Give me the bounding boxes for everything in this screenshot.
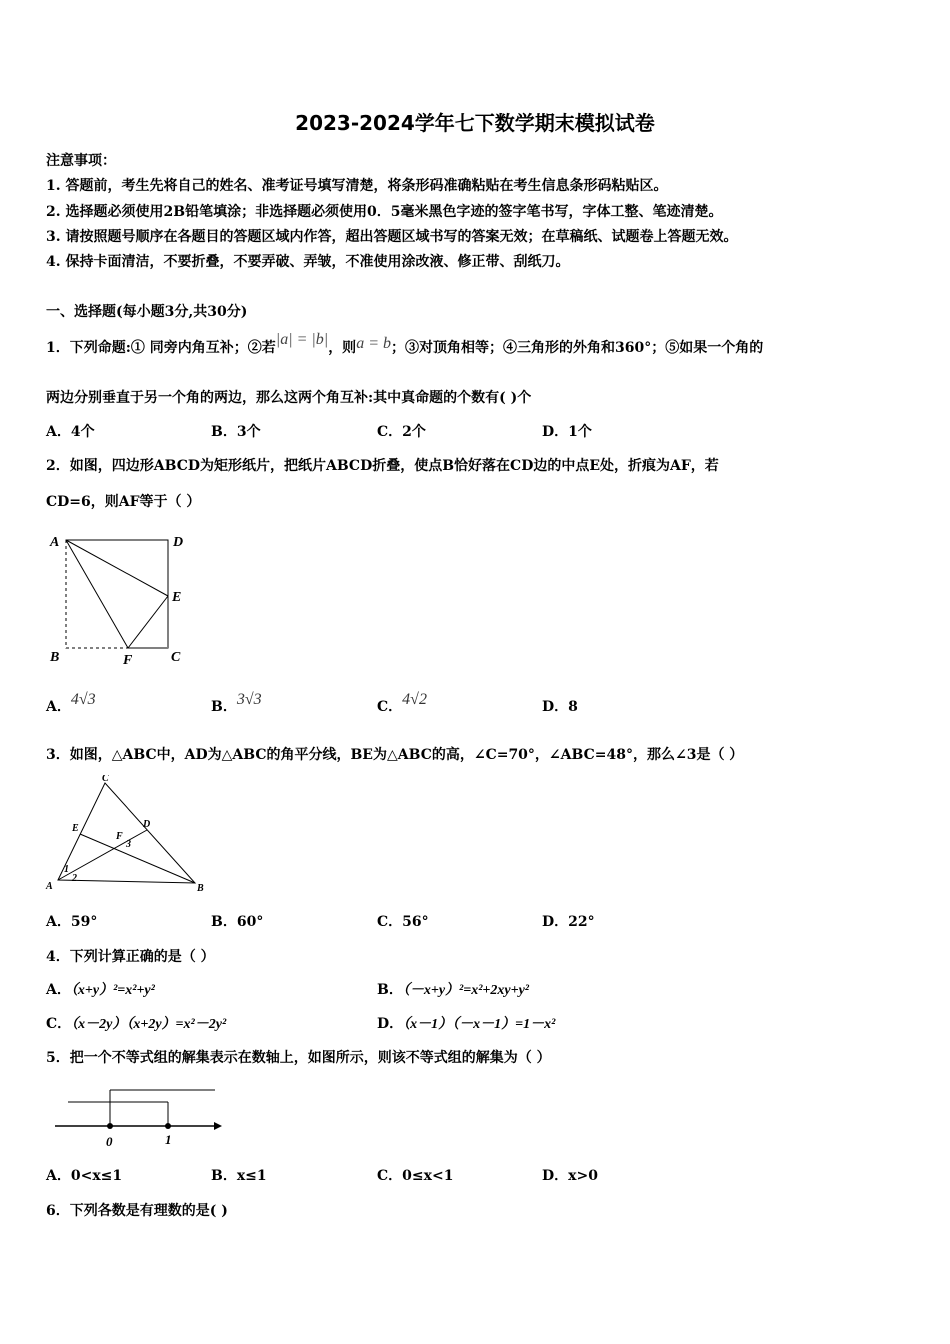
- q5-number-line: [50, 1082, 230, 1152]
- q2-rectangle-figure: [40, 528, 200, 673]
- q5-option-d[interactable]: D．x>0: [542, 1168, 598, 1184]
- option-expr: （x－2y）（x+2y）=x²－2y²: [71, 1017, 227, 1032]
- q3-option-b[interactable]: B．60°: [211, 914, 264, 930]
- note-item: 1. 答题前，考生先将自己的姓名、准考证号填写清楚，将条形码准确粘贴在考生信息条形码粘贴区。: [46, 178, 668, 194]
- notes-heading: 注意事项：: [46, 153, 116, 169]
- question-1: [46, 331, 764, 358]
- label-a: A: [46, 881, 53, 892]
- q2-option-b[interactable]: [211, 691, 262, 717]
- label-d: D: [173, 535, 184, 550]
- q4-option-b[interactable]: [377, 980, 529, 1001]
- q5-option-c[interactable]: C．0≤x<1: [377, 1168, 454, 1184]
- q1-option-a[interactable]: A．4个: [46, 424, 95, 440]
- q1-text: ，则: [328, 340, 357, 356]
- q3-option-a[interactable]: A．59°: [46, 914, 98, 930]
- label-e: E: [172, 590, 182, 605]
- section-heading: 一、选择题(每小题3分,共30分): [46, 304, 248, 320]
- q5-line1: 5．把一个不等式组的解集表示在数轴上，如图所示，则该不等式组的解集为（ ）: [46, 1050, 551, 1066]
- option-value: 8: [568, 699, 578, 715]
- label-c: C: [102, 775, 109, 784]
- point-1: [165, 1123, 171, 1129]
- q1-math-abs: |a| = |b|: [275, 331, 329, 348]
- q6-line1: 6．下列各数是有理数的是( ): [46, 1203, 228, 1219]
- option-letter: D．: [377, 1016, 404, 1032]
- q1-math-eq: a = b: [356, 335, 391, 352]
- tick-label-0: 0: [106, 1134, 113, 1149]
- angle-3: 3: [126, 839, 131, 850]
- q4-option-c[interactable]: [46, 1014, 226, 1035]
- page-title: 2023-2024学年七下数学期末模拟试卷: [295, 111, 655, 135]
- option-letter: B．: [211, 699, 237, 715]
- fold-line-af: [66, 540, 128, 648]
- label-b: B: [50, 650, 60, 665]
- label-e: E: [72, 823, 79, 834]
- q1-text: ；③对顶角相等；④三角形的外角和360°；⑤如果一个角的: [390, 340, 764, 356]
- label-f: F: [116, 831, 123, 842]
- q2-option-a[interactable]: [46, 691, 96, 717]
- q2-line1: 2．如图，四边形ABCD为矩形纸片，把纸片ABCD折叠，使点B恰好落在CD边的中点E处，折痕为AF，若: [46, 458, 719, 474]
- label-b: B: [197, 883, 204, 894]
- q3-line1: 3．如图，△ABC中，AD为△ABC的角平分线，BE为△ABC的高，∠C=70°，∠ABC=48°，那么∠3是（ ）: [46, 747, 744, 763]
- note-item: 2. 选择题必须使用2B铅笔填涂；非选择题必须使用0．5毫米黑色字迹的签字笔书写，字体工整、笔迹清楚。: [46, 204, 723, 220]
- option-letter: A．: [46, 982, 71, 998]
- option-letter: A．: [46, 699, 71, 715]
- q2-option-c[interactable]: [377, 691, 427, 717]
- angle-2: 2: [72, 873, 77, 884]
- q1-line2: 两边分别垂直于另一个角的两边，那么这两个角互补:其中真命题的个数有( )个: [46, 390, 532, 406]
- q2-line2: CD=6，则AF等于（ ）: [46, 494, 201, 510]
- q3-option-c[interactable]: C．56°: [377, 914, 429, 930]
- q4-option-a[interactable]: [46, 980, 155, 1001]
- option-value: 4√3: [70, 691, 96, 708]
- angle-1: 1: [64, 864, 69, 875]
- arrow-icon: [214, 1122, 222, 1130]
- q1-text: 1．下列命题:① 同旁内角互补；②若: [46, 340, 276, 356]
- option-value: 4√2: [402, 691, 427, 708]
- point-0: [107, 1123, 113, 1129]
- q4-option-d[interactable]: [377, 1014, 555, 1035]
- note-item: 4. 保持卡面清洁，不要折叠，不要弄破、弄皱，不准使用涂改液、修正带、刮纸刀。: [46, 254, 570, 270]
- label-a: A: [50, 535, 60, 550]
- option-expr: （－x+y）²=x²+2xy+y²: [402, 983, 529, 998]
- q5-option-b[interactable]: B．x≤1: [211, 1168, 267, 1184]
- option-expr: （x－1）（－x－1）=1－x²: [403, 1017, 556, 1032]
- q2-option-d[interactable]: [542, 697, 578, 717]
- label-c: C: [171, 650, 181, 665]
- option-letter: C．: [46, 1016, 72, 1032]
- option-letter: C．: [377, 699, 403, 715]
- q3-triangle-figure: [40, 775, 215, 895]
- option-letter: B．: [377, 982, 403, 998]
- q1-option-c[interactable]: C．2个: [377, 424, 426, 440]
- q3-option-d[interactable]: D．22°: [542, 914, 595, 930]
- q5-option-a[interactable]: A．0<x≤1: [46, 1168, 123, 1184]
- q1-option-d[interactable]: D．1个: [542, 424, 592, 440]
- label-d: D: [143, 819, 151, 830]
- q1-option-b[interactable]: B．3个: [211, 424, 261, 440]
- note-item: 3. 请按照题号顺序在各题目的答题区域内作答，超出答题区域书写的答案无效；在草稿纸、试题卷上答题无效。: [46, 229, 738, 245]
- tick-label-1: 1: [165, 1132, 172, 1147]
- option-letter: D．: [542, 699, 569, 715]
- option-expr: （x+y）²=x²+y²: [70, 983, 155, 998]
- option-value: 3√3: [236, 691, 262, 708]
- label-f: F: [123, 653, 133, 668]
- rect-outline: [66, 540, 168, 648]
- q4-line1: 4．下列计算正确的是（ ）: [46, 949, 215, 965]
